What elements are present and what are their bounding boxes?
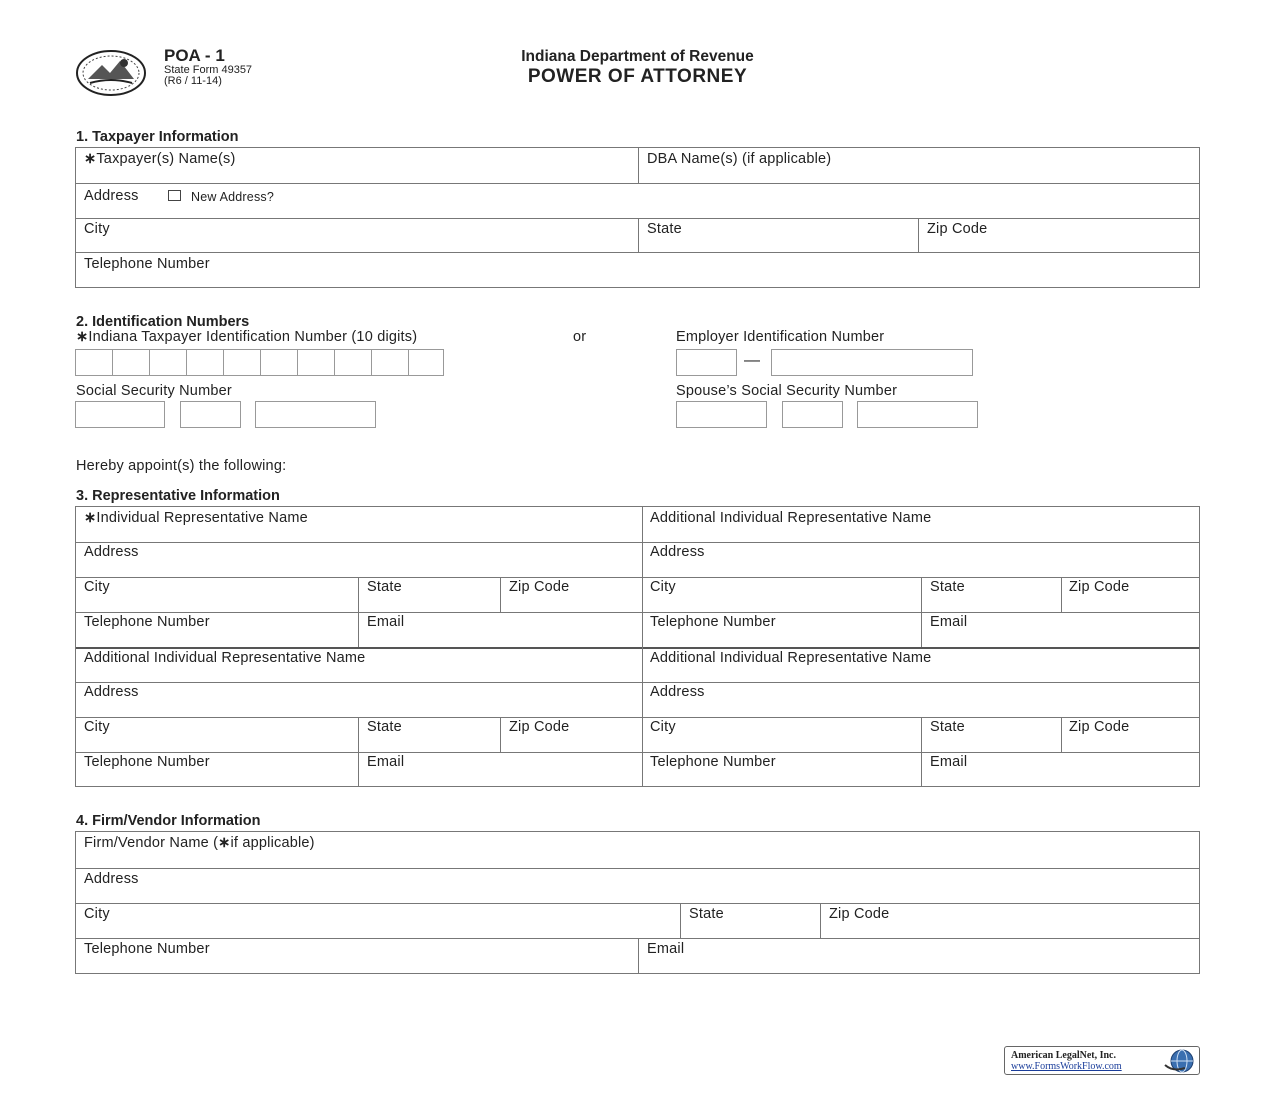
rep1-email-field[interactable]: Email — [367, 614, 405, 630]
firm-email-field[interactable]: Email — [647, 941, 685, 957]
itin-digit-6[interactable] — [260, 349, 298, 376]
form-code: POA - 1 — [164, 46, 225, 65]
ein-prefix-input[interactable] — [676, 349, 737, 376]
rep2-email-field[interactable]: Email — [930, 614, 968, 630]
taxpayer-telephone-field[interactable]: Telephone Number — [84, 256, 210, 272]
ein-dash: — — [744, 352, 761, 369]
rep2-telephone-field[interactable]: Telephone Number — [650, 614, 776, 630]
required-icon: ∗ — [84, 151, 97, 167]
ssn-part-1[interactable] — [75, 401, 165, 428]
itin-label: ∗Indiana Taxpayer Identification Number (10 digits) — [76, 329, 418, 345]
form-title: POWER OF ATTORNEY — [527, 66, 748, 87]
spouse-ssn-part-2[interactable] — [782, 401, 843, 428]
section1-heading: 1. Taxpayer Information — [76, 129, 239, 145]
globe-icon — [1163, 1048, 1197, 1074]
itin-digit-3[interactable] — [149, 349, 187, 376]
ssn-label: Social Security Number — [76, 383, 232, 399]
rep1-telephone-field[interactable]: Telephone Number — [84, 614, 210, 630]
firm-address-field[interactable]: Address — [84, 871, 139, 887]
spouse-ssn-label: Spouse’s Social Security Number — [676, 383, 898, 399]
rep3-address-field[interactable]: Address — [84, 684, 139, 700]
required-icon: ∗ — [76, 329, 89, 345]
section3-heading: 3. Representative Information — [76, 488, 280, 504]
section2-heading: 2. Identification Numbers — [76, 314, 250, 330]
taxpayer-address-field[interactable]: Address — [84, 188, 139, 204]
department-name: Indiana Department of Revenue — [521, 48, 754, 65]
rep3-state-field[interactable]: State — [367, 719, 402, 735]
representative-info-table — [75, 506, 1200, 787]
taxpayer-name-field[interactable]: ∗Taxpayer(s) Name(s) — [84, 151, 236, 167]
rep4-city-field[interactable]: City — [650, 719, 676, 735]
itin-digit-8[interactable] — [334, 349, 372, 376]
firm-telephone-field[interactable]: Telephone Number — [84, 941, 210, 957]
rep1-zip-field[interactable]: Zip Code — [509, 579, 570, 595]
required-icon: ∗ — [218, 835, 231, 851]
taxpayer-info-table — [75, 147, 1200, 288]
required-icon: ∗ — [84, 510, 97, 526]
spouse-ssn-part-1[interactable] — [676, 401, 767, 428]
rep1-name-field[interactable]: ∗Individual Representative Name — [84, 510, 308, 526]
spouse-ssn-part-3[interactable] — [857, 401, 978, 428]
itin-digit-10[interactable] — [408, 349, 444, 376]
rep1-city-field[interactable]: City — [84, 579, 110, 595]
itin-digit-4[interactable] — [186, 349, 224, 376]
rep4-zip-field[interactable]: Zip Code — [1069, 719, 1130, 735]
rep2-city-field[interactable]: City — [650, 579, 676, 595]
rep3-email-field[interactable]: Email — [367, 754, 405, 770]
rep1-address-field[interactable]: Address — [84, 544, 139, 560]
itin-digit-9[interactable] — [371, 349, 409, 376]
new-address-label: New Address? — [191, 190, 274, 204]
badge-company: American LegalNet, Inc. — [1011, 1050, 1116, 1061]
firm-zip-field[interactable]: Zip Code — [829, 906, 890, 922]
itin-digit-2[interactable] — [112, 349, 150, 376]
rep2-address-field[interactable]: Address — [650, 544, 705, 560]
rep4-telephone-field[interactable]: Telephone Number — [650, 754, 776, 770]
firm-city-field[interactable]: City — [84, 906, 110, 922]
taxpayer-city-field[interactable]: City — [84, 221, 110, 237]
rep2-name-field[interactable]: Additional Individual Representative Name — [650, 510, 932, 526]
rep3-telephone-field[interactable]: Telephone Number — [84, 754, 210, 770]
taxpayer-zip-field[interactable]: Zip Code — [927, 221, 988, 237]
firm-state-field[interactable]: State — [689, 906, 724, 922]
ein-label: Employer Identification Number — [676, 329, 885, 345]
state-form-number: State Form 49357 — [164, 64, 253, 76]
firm-vendor-table — [75, 831, 1200, 974]
section4-heading: 4. Firm/Vendor Information — [76, 813, 261, 829]
itin-digit-7[interactable] — [297, 349, 335, 376]
new-address-checkbox[interactable] — [168, 190, 181, 201]
or-label: or — [573, 329, 587, 345]
rep4-address-field[interactable]: Address — [650, 684, 705, 700]
rep1-state-field[interactable]: State — [367, 579, 402, 595]
rep4-name-field[interactable]: Additional Individual Representative Name — [650, 650, 932, 666]
rep4-email-field[interactable]: Email — [930, 754, 968, 770]
appoint-text: Hereby appoint(s) the following: — [76, 458, 287, 474]
itin-digit-5[interactable] — [223, 349, 261, 376]
ssn-part-2[interactable] — [180, 401, 241, 428]
rep3-name-field[interactable]: Additional Individual Representative Name — [84, 650, 366, 666]
rep4-state-field[interactable]: State — [930, 719, 965, 735]
ssn-part-3[interactable] — [255, 401, 376, 428]
form-revision: (R6 / 11-14) — [164, 75, 222, 87]
badge-url[interactable]: www.FormsWorkFlow.com — [1011, 1061, 1122, 1072]
rep3-city-field[interactable]: City — [84, 719, 110, 735]
ein-suffix-input[interactable] — [771, 349, 973, 376]
rep2-zip-field[interactable]: Zip Code — [1069, 579, 1130, 595]
rep3-zip-field[interactable]: Zip Code — [509, 719, 570, 735]
firm-name-field[interactable]: Firm/Vendor Name (∗if applicable) — [84, 835, 315, 851]
itin-digit-1[interactable] — [75, 349, 113, 376]
legalnet-badge[interactable] — [1004, 1046, 1200, 1075]
rep2-state-field[interactable]: State — [930, 579, 965, 595]
taxpayer-state-field[interactable]: State — [647, 221, 682, 237]
dba-name-field[interactable]: DBA Name(s) (if applicable) — [647, 151, 832, 167]
